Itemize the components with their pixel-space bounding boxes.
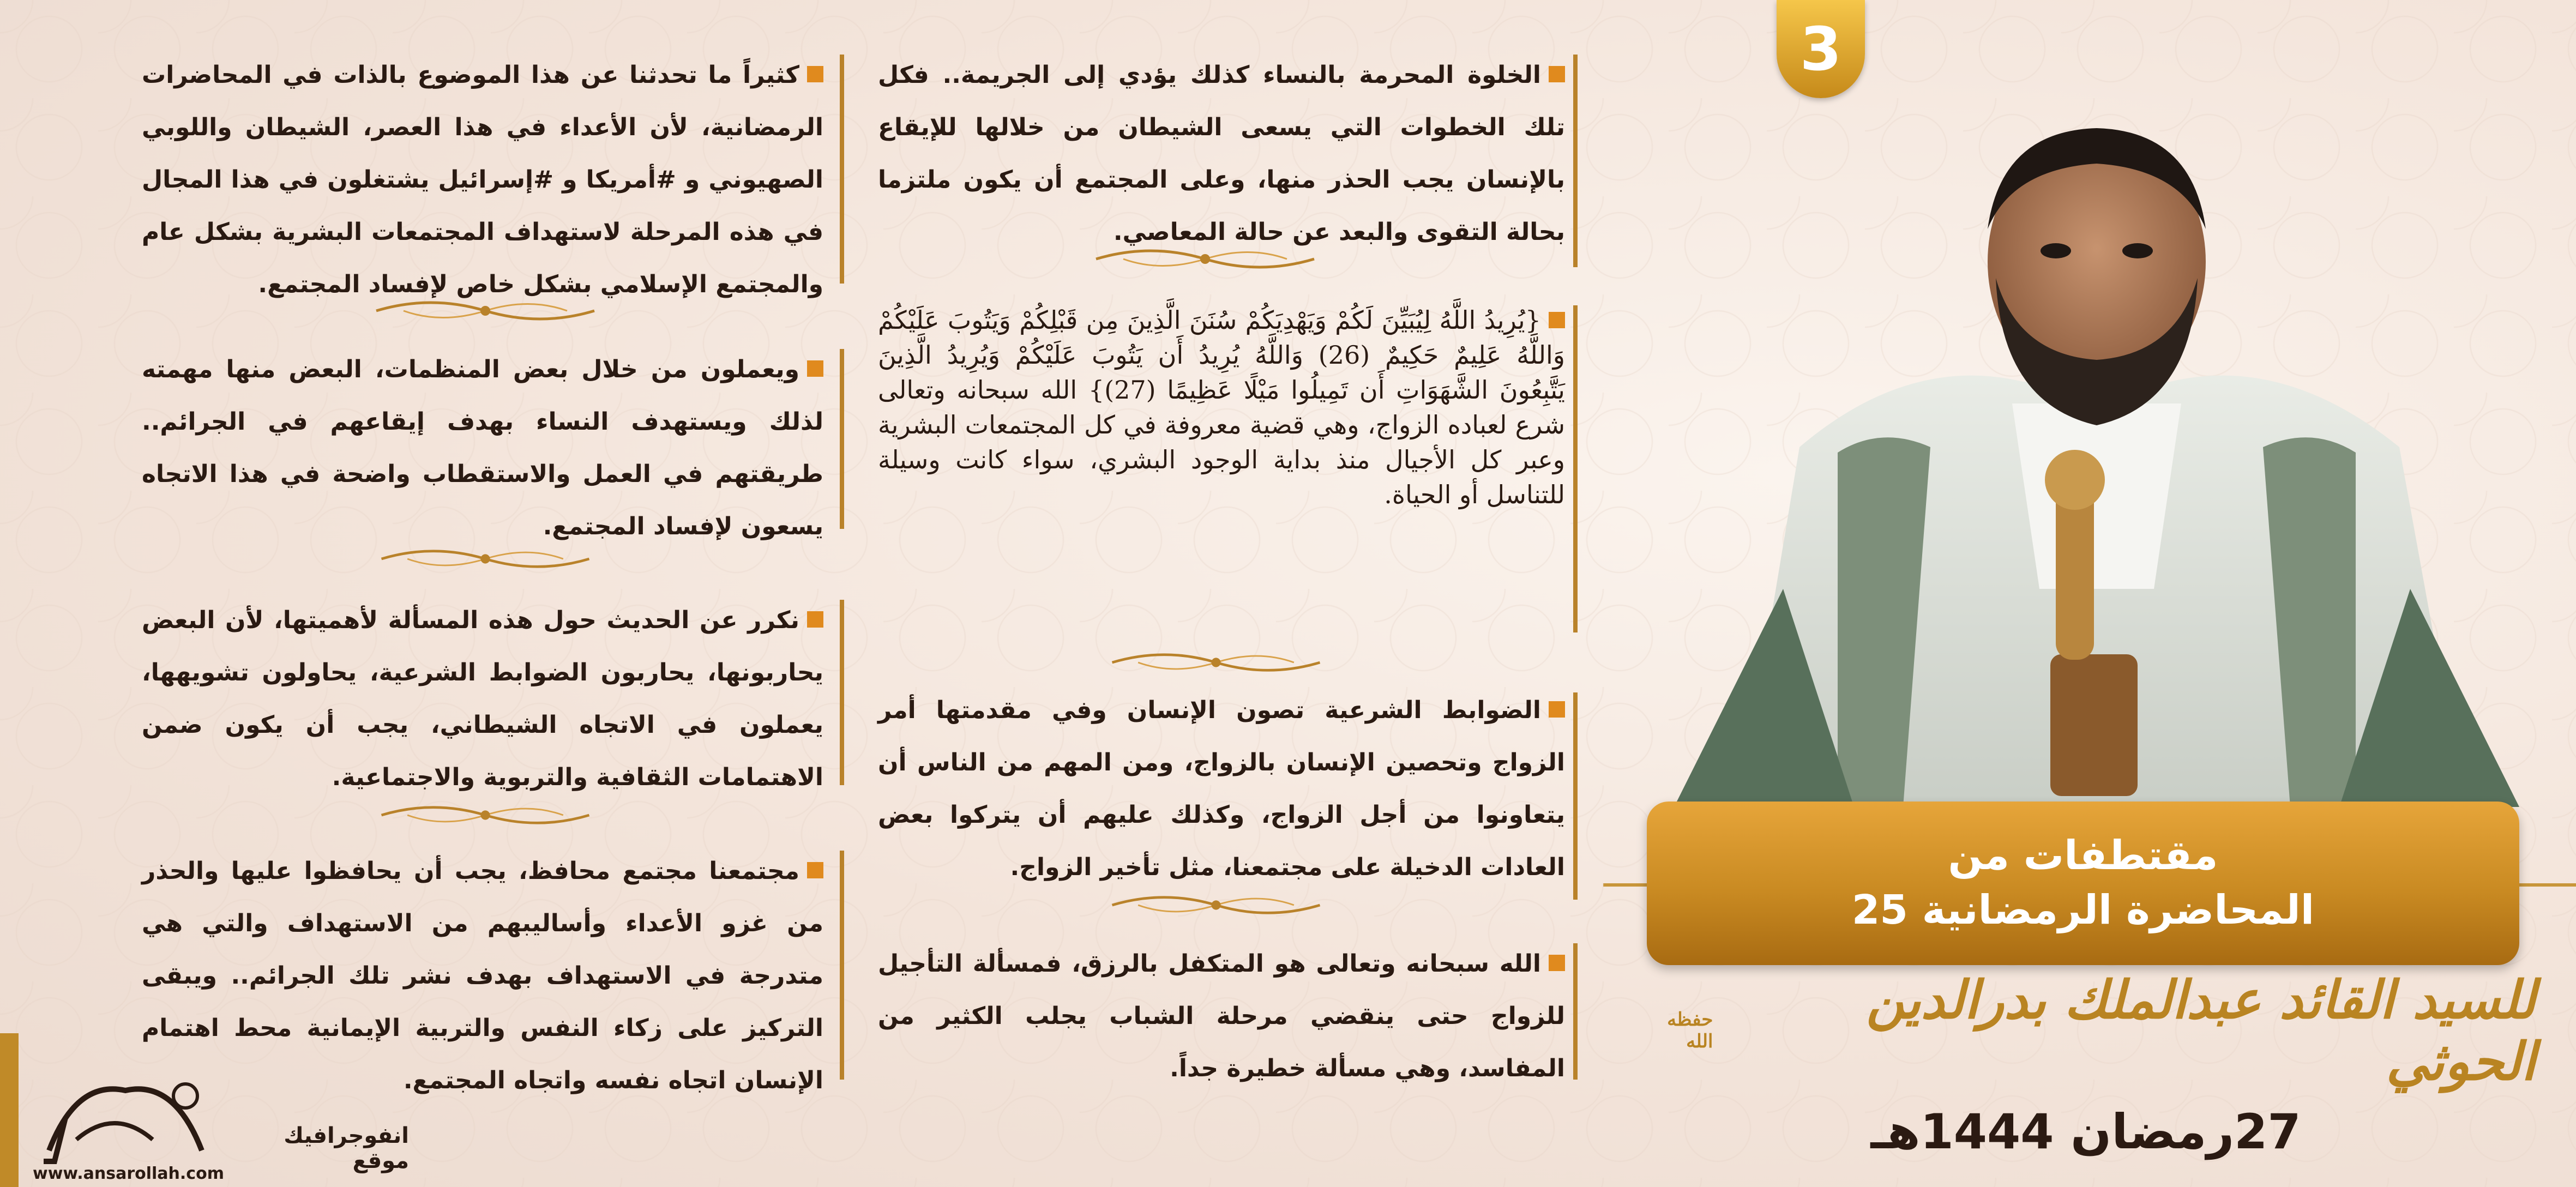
ornament-divider-icon <box>1107 886 1325 924</box>
ornament-divider-icon <box>1107 643 1325 682</box>
ansarollah-logo-icon <box>33 1058 218 1167</box>
speaker-name: للسيد القائد عبدالملك بدرالدين الحوثي <box>1866 969 2536 1092</box>
title-line-1: مقتطفات من <box>1948 832 2218 879</box>
speaker-honorific: حفظه الله <box>1667 1009 1713 1052</box>
column-divider <box>1573 305 1578 632</box>
paragraph-left-1: كثيراً ما تحدثنا عن هذا الموضوع بالذات في المحاضرات الرمضانية، لأن الأعداء في هذا العصر، الشيطان واللوبي الصهيوني و #أمريكا و #إسرائيل يشتغلون في هذا المجال في هذه المرحلة لاستهداف المجتمعات البشرية بشكل عام والمجتمع الإسلامي بشكل خاص لإفساد المجتمع. <box>142 61 823 298</box>
column-divider <box>840 55 844 284</box>
speaker-name-calligraphy <box>1636 969 2536 1092</box>
paragraph-left-2: ويعملون من خلال بعض المنظمات، البعض منها مهمته لذلك ويستهدف النساء بهدف إيقاعهم في الجرائم.. طريقتهم في العمل والاستقطاب واضحة في هذا الاتجاه يسعون لإفساد المجتمع. <box>142 356 823 540</box>
bullet-icon <box>1549 66 1565 82</box>
column-divider <box>1573 943 1578 1080</box>
bullet-icon <box>807 611 823 628</box>
ornament-divider-icon <box>371 292 600 330</box>
column-divider <box>1573 692 1578 900</box>
bullet-icon <box>807 360 823 377</box>
footer-accent-bar <box>0 1033 19 1187</box>
bullet-icon <box>1549 701 1565 718</box>
bullet-icon <box>807 862 823 878</box>
bullet-icon <box>807 66 823 82</box>
paragraph-middle-1: الخلوة المحرمة بالنساء كذلك يؤدي إلى الجريمة.. فكل تلك الخطوات التي يسعى الشيطان من خلالها للإيقاع بالإنسان يجب الحذر منها، وعلى المجتمع أن يكون ملتزما بحالة التقوى والبعد عن حالة المعاصي. <box>878 61 1565 246</box>
ornament-divider-icon <box>1091 240 1320 278</box>
column-divider <box>840 851 844 1080</box>
title-banner <box>1647 802 2519 965</box>
bullet-icon <box>1549 955 1565 971</box>
title-line-2: المحاضرة الرمضانية 25 <box>1851 887 2315 933</box>
ornament-divider-icon <box>376 540 594 578</box>
column-divider <box>840 600 844 785</box>
lecture-date: 27رمضان 1444هـ <box>1870 1103 2301 1160</box>
paragraph-middle-3: الضوابط الشرعية تصون الإنسان وفي مقدمتها أمر الزواج وتحصين الإنسان بالزواج، ومن المهم من الناس أن يتعاونوا من أجل الزواج، وكذلك عليهم أن يتركوا بعض العادات الدخيلة على مجتمعنا، مثل تأخير الزواج. <box>878 696 1565 881</box>
footer-caption: انفوجرافيك موقع <box>284 1123 409 1173</box>
bullet-icon <box>1549 312 1565 328</box>
paragraph-left-3: نكرر عن الحديث حول هذه المسألة لأهميتها، لأن البعض يحاربونها، يحاربون الضوابط الشرعية، يحاولون تشويهها، يعملون في الاتجاه الشيطاني، يجب أن يكون ضمن الاهتمامات الثقافية والتربوية والاجتماعية. <box>142 606 823 791</box>
slide-number-badge: 3 <box>1777 0 1865 98</box>
ornament-divider-icon <box>376 796 594 834</box>
column-divider <box>1573 55 1578 267</box>
paragraph-left-4: مجتمعنا مجتمع محافظ، يجب أن يحافظوا عليها والحذر من غزو الأعداء وأساليبهم من الاستهداف والتي هي متدرجة في الاستهداف بهدف نشر تلك الجرائم.. ويبقى التركيز على زكاء النفس والتربية الإيمانية محط اهتمام الإنسان اتجاه نفسه واتجاه المجتمع. <box>142 857 823 1094</box>
column-divider <box>840 349 844 529</box>
speaker-portrait <box>1674 98 2519 878</box>
footer-url[interactable]: www.ansarollah.com <box>33 1164 224 1183</box>
paragraph-middle-4: الله سبحانه وتعالى هو المتكفل بالرزق، فمسألة التأجيل للزواج حتى ينقضي مرحلة الشباب يجلب الكثير من المفاسد، وهي مسألة خطيرة جداً. <box>878 950 1565 1082</box>
paragraph-middle-2: {يُرِيدُ اللَّهُ لِيُبَيِّنَ لَكُمْ وَيَهْدِيَكُمْ سُنَنَ الَّذِينَ مِن قَبْلِكُمْ وَيَتُوبَ عَلَيْكُمْ وَاللَّهُ عَلِيمٌ حَكِيمٌ (26) وَاللَّهُ يُرِيدُ أَن يَتُوبَ عَلَيْكُمْ وَيُرِيدُ الَّذِينَ يَتَّبِعُونَ الشَّهَوَاتِ أَن تَمِيلُوا مَيْلًا عَظِيمًا (27)} الله سبحانه وتعالى شرع لعباده الزواج، وهي قضية معروفة في كل المجتمعات البشرية وعبر كل الأجيال منذ بداية الوجود البشري، سواء كانت وسيلة للتناسل أو الحياة. <box>878 305 1566 509</box>
